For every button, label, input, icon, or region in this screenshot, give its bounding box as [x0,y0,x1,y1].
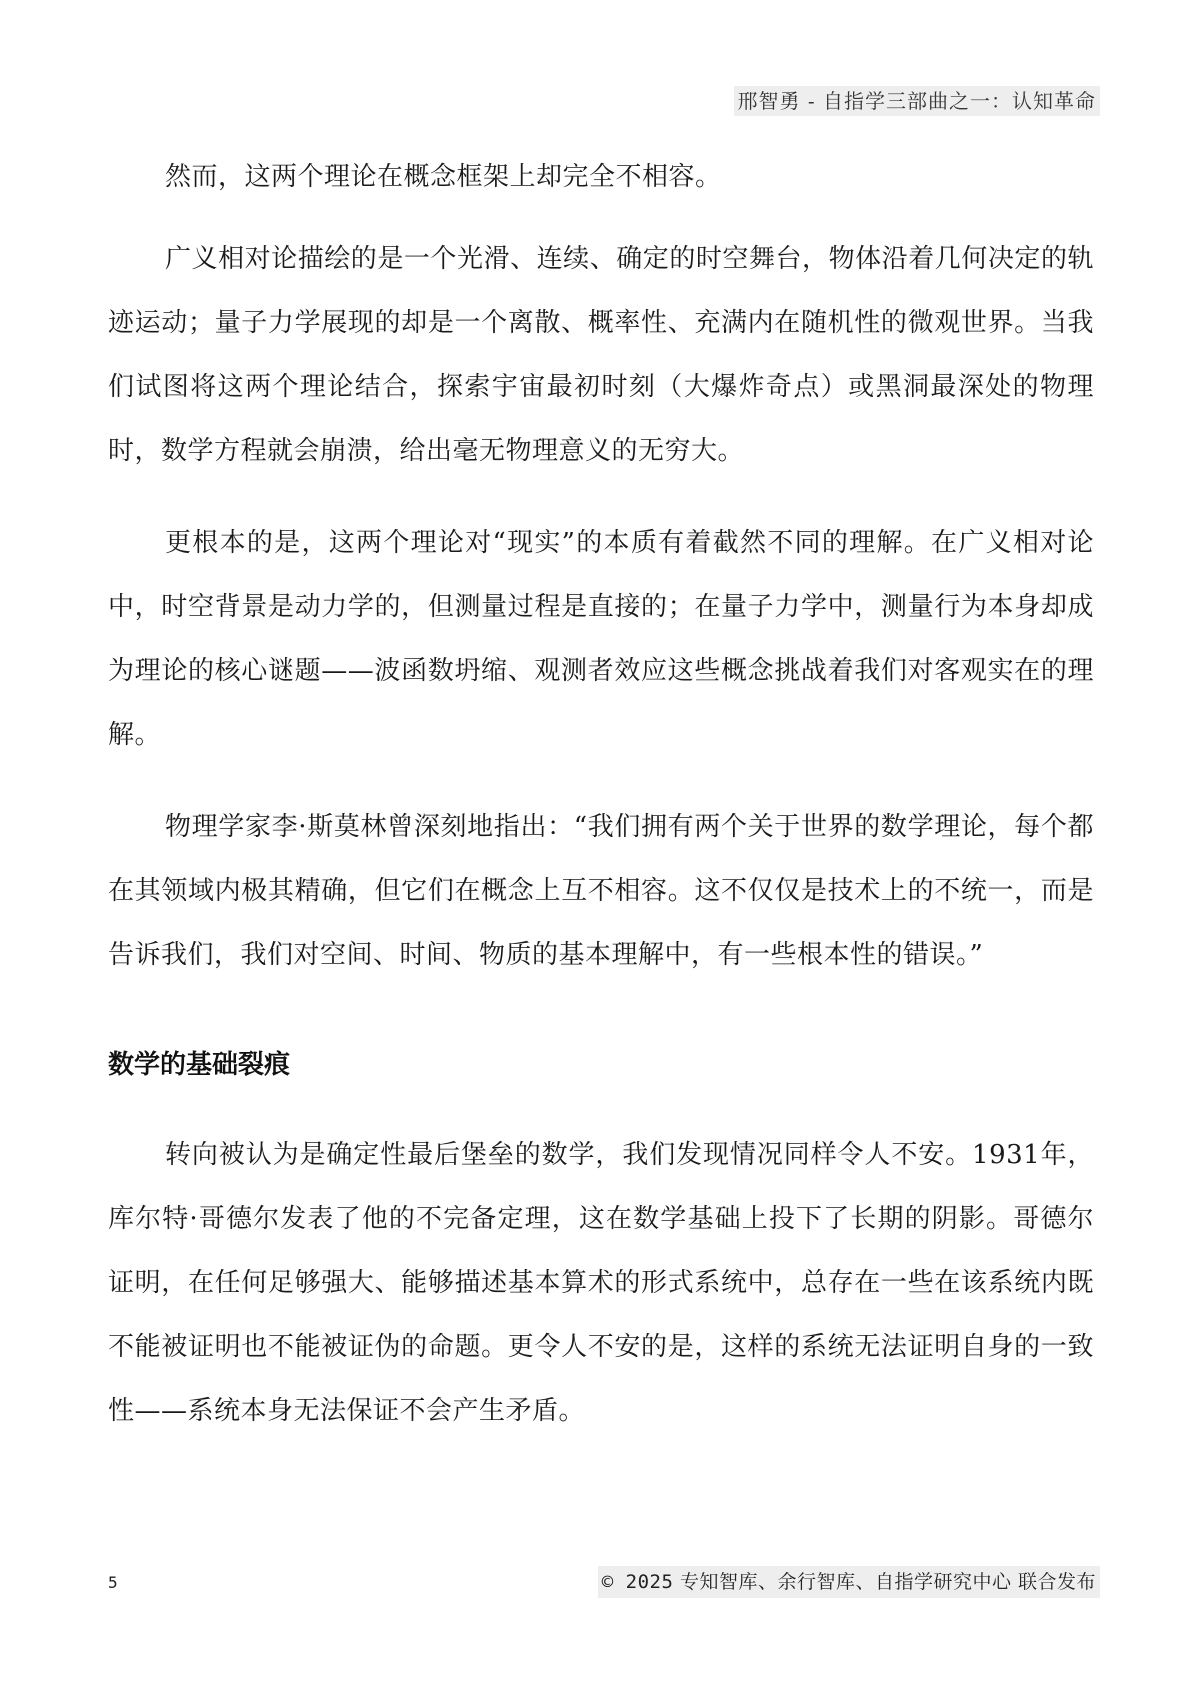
paragraph: 转向被认为是确定性最后堡垒的数学，我们发现情况同样令人不安。1931年，库尔特·哥德尔发表了他的不完备定理，这在数学基础上投下了长期的阴影。哥德尔证明，在任何足够强大、能够描述基本算术的形式系统中，总存在一些在该系统内既不能被证明也不能被证伪的命题。更令人不安的是，这样的系统无法证明自身的一致性——系统本身无法保证不会产生矛盾。 [108,1140,1094,1426]
copyright-footer [598,1566,1100,1598]
copyright-year: © 2025 [601,1571,674,1593]
page-number: 5 [108,1573,118,1592]
paragraph: 物理学家李·斯莫林曾深刻地指出：“我们拥有两个关于世界的数学理论，每个都在其领域内极其精确，但它们在概念上互不相容。这不仅仅是技术上的不统一，而是告诉我们，我们对空间、时间、物质的基本理解中，有一些根本性的错误。” [108,812,1094,970]
copyright-publishers: 专知智库、余行智库、自指学研究中心 联合发布 [673,1571,1096,1593]
running-header: 邢智勇 - 自指学三部曲之一：认知革命 [734,86,1100,116]
paragraph: 广义相对论描绘的是一个光滑、连续、确定的时空舞台，物体沿着几何决定的轨迹运动；量子力学展现的却是一个离散、概率性、充满内在随机性的微观世界。当我们试图将这两个理论结合，探索宇宙最初时刻（大爆炸奇点）或黑洞最深处的物理时，数学方程就会崩溃，给出毫无物理意义的无穷大。 [108,244,1094,466]
paragraph: 然而，这两个理论在概念框架上却完全不相容。 [165,162,722,192]
page-body [108,145,1094,1471]
section-heading: 数学的基础裂痕 [108,1050,291,1080]
paragraph: 更根本的是，这两个理论对“现实”的本质有着截然不同的理解。在广义相对论中，时空背景是动力学的，但测量过程是直接的；在量子力学中，测量行为本身却成为理论的核心谜题——波函数坍缩、观测者效应这些概念挑战着我们对客观实在的理解。 [108,528,1094,750]
